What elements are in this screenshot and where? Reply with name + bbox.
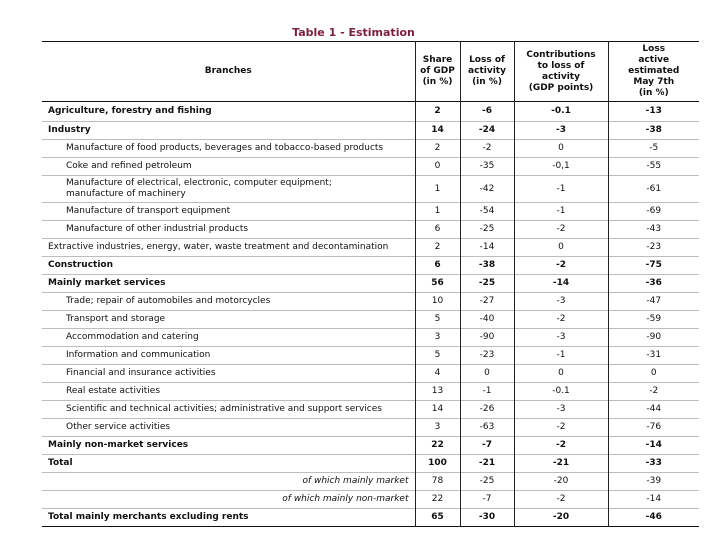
cell-share: 4: [415, 365, 460, 383]
cell-loss: -90: [460, 329, 514, 347]
row-label: Coke and refined petroleum: [66, 161, 192, 171]
cell-share: 1: [415, 203, 460, 221]
cell-contrib: 0: [514, 239, 608, 257]
cell-contrib: -1: [514, 176, 608, 203]
cell-loss: -1: [460, 383, 514, 401]
row-label: Construction: [48, 260, 114, 270]
cell-contrib: 0: [514, 365, 608, 383]
cell-loss: -63: [460, 419, 514, 437]
cell-loss: -27: [460, 293, 514, 311]
cell-share: 5: [415, 311, 460, 329]
cell-active: -39: [608, 473, 699, 491]
cell-share: 6: [415, 221, 460, 239]
cell-active: -14: [608, 491, 699, 509]
cell-loss: -25: [460, 221, 514, 239]
cell-contrib: -2: [514, 491, 608, 509]
row-label: Scientific and technical activities; administrative and support services: [66, 404, 382, 414]
table-row: [42, 203, 699, 221]
cell-share: 65: [415, 509, 460, 527]
cell-share: 22: [415, 437, 460, 455]
cell-contrib: -3: [514, 122, 608, 140]
table-row: [42, 329, 699, 347]
table-row: [42, 176, 699, 203]
cell-loss: -38: [460, 257, 514, 275]
cell-share: 2: [415, 102, 460, 122]
cell-share: 3: [415, 419, 460, 437]
cell-share: 14: [415, 401, 460, 419]
cell-loss: -40: [460, 311, 514, 329]
row-label: of which mainly non-market: [282, 494, 409, 504]
cell-share: 5: [415, 347, 460, 365]
cell-active: -69: [608, 203, 699, 221]
row-label: Total: [48, 458, 73, 468]
header-contributions: Contributions to loss of activity (GDP points): [514, 42, 608, 102]
cell-active: -36: [608, 275, 699, 293]
row-label: Agriculture, forestry and fishing: [48, 106, 212, 116]
cell-share: 100: [415, 455, 460, 473]
table-row: [42, 221, 699, 239]
cell-contrib: -0,1: [514, 158, 608, 176]
cell-contrib: -1: [514, 203, 608, 221]
row-label: Mainly market services: [48, 278, 166, 288]
row-label: Manufacture of other industrial products: [66, 224, 249, 234]
cell-share: 2: [415, 140, 460, 158]
cell-active: -38: [608, 122, 699, 140]
cell-contrib: -3: [514, 329, 608, 347]
table-row: [42, 140, 699, 158]
cell-contrib: -1: [514, 347, 608, 365]
cell-contrib: -0.1: [514, 102, 608, 122]
cell-share: 2: [415, 239, 460, 257]
table-row: [42, 158, 699, 176]
cell-loss: -21: [460, 455, 514, 473]
cell-active: -47: [608, 293, 699, 311]
table-row: [42, 239, 699, 257]
table-row: [42, 509, 699, 527]
row-label: Accommodation and catering: [66, 332, 199, 342]
row-label: Real estate activities: [66, 386, 161, 396]
cell-active: -59: [608, 311, 699, 329]
table-row: [42, 419, 699, 437]
cell-contrib: -2: [514, 437, 608, 455]
cell-active: 0: [608, 365, 699, 383]
cell-contrib: -20: [514, 509, 608, 527]
row-label: Manufacture of transport equipment: [66, 206, 231, 216]
row-label: Manufacture of electrical, electronic, computer equipment; manufacture of machinery: [66, 178, 332, 199]
row-label: Total mainly merchants excluding rents: [48, 512, 249, 522]
table-row: [42, 365, 699, 383]
cell-active: -33: [608, 455, 699, 473]
row-label: of which mainly market: [302, 476, 409, 486]
row-label: Transport and storage: [66, 314, 166, 324]
estimation-table: [42, 41, 699, 527]
cell-loss: -30: [460, 509, 514, 527]
table-row: [42, 473, 699, 491]
cell-loss: -6: [460, 102, 514, 122]
row-label: Extractive industries, energy, water, waste treatment and decontamination: [48, 242, 389, 252]
cell-loss: -14: [460, 239, 514, 257]
cell-active: -61: [608, 176, 699, 203]
table-row: [42, 122, 699, 140]
cell-contrib: -3: [514, 293, 608, 311]
header-loss-active: Loss active estimated May 7th (in %): [608, 42, 699, 102]
cell-loss: -25: [460, 473, 514, 491]
cell-loss: -25: [460, 275, 514, 293]
table-row: [42, 455, 699, 473]
cell-share: 1: [415, 176, 460, 203]
table-row: [42, 437, 699, 455]
row-label: Mainly non-market services: [48, 440, 189, 450]
cell-loss: -26: [460, 401, 514, 419]
cell-contrib: -0.1: [514, 383, 608, 401]
table-row: [42, 347, 699, 365]
cell-share: 14: [415, 122, 460, 140]
row-label: Information and communication: [66, 350, 211, 360]
cell-contrib: -3: [514, 401, 608, 419]
cell-loss: -2: [460, 140, 514, 158]
cell-active: -23: [608, 239, 699, 257]
cell-active: -13: [608, 102, 699, 122]
cell-loss: -42: [460, 176, 514, 203]
cell-share: 13: [415, 383, 460, 401]
cell-active: -2: [608, 383, 699, 401]
header-branches: Branches: [204, 66, 252, 76]
table-row: [42, 311, 699, 329]
row-label: Manufacture of food products, beverages and tobacco-based products: [66, 143, 384, 153]
table-title: Table 1 - Estimation: [292, 26, 415, 39]
cell-share: 10: [415, 293, 460, 311]
cell-active: -43: [608, 221, 699, 239]
cell-loss: 0: [460, 365, 514, 383]
cell-active: -14: [608, 437, 699, 455]
cell-active: -90: [608, 329, 699, 347]
table-row: [42, 257, 699, 275]
cell-contrib: 0: [514, 140, 608, 158]
cell-loss: -7: [460, 491, 514, 509]
row-label: Industry: [48, 125, 91, 135]
header-loss: Loss of activity (in %): [460, 42, 514, 102]
cell-loss: -23: [460, 347, 514, 365]
cell-contrib: -2: [514, 311, 608, 329]
table-row: [42, 383, 699, 401]
cell-contrib: -2: [514, 419, 608, 437]
cell-share: 6: [415, 257, 460, 275]
cell-share: 3: [415, 329, 460, 347]
row-label: Trade; repair of automobiles and motorcycles: [66, 296, 271, 306]
table-row: [42, 491, 699, 509]
cell-loss: -24: [460, 122, 514, 140]
cell-contrib: -21: [514, 455, 608, 473]
row-label: Other service activities: [66, 422, 171, 432]
cell-active: -31: [608, 347, 699, 365]
table-row: [42, 293, 699, 311]
table-row: [42, 275, 699, 293]
cell-contrib: -20: [514, 473, 608, 491]
cell-active: -46: [608, 509, 699, 527]
cell-active: -5: [608, 140, 699, 158]
cell-share: 22: [415, 491, 460, 509]
header-share: Share of GDP (in %): [415, 42, 460, 102]
cell-contrib: -2: [514, 221, 608, 239]
cell-active: -75: [608, 257, 699, 275]
cell-loss: -54: [460, 203, 514, 221]
cell-contrib: -14: [514, 275, 608, 293]
cell-active: -44: [608, 401, 699, 419]
table-row: [42, 401, 699, 419]
cell-contrib: -2: [514, 257, 608, 275]
header-row: [42, 42, 699, 102]
row-label: Financial and insurance activities: [66, 368, 216, 378]
cell-loss: -35: [460, 158, 514, 176]
table-row: [42, 102, 699, 122]
cell-active: -55: [608, 158, 699, 176]
cell-active: -76: [608, 419, 699, 437]
cell-loss: -7: [460, 437, 514, 455]
cell-share: 0: [415, 158, 460, 176]
cell-share: 78: [415, 473, 460, 491]
cell-share: 56: [415, 275, 460, 293]
